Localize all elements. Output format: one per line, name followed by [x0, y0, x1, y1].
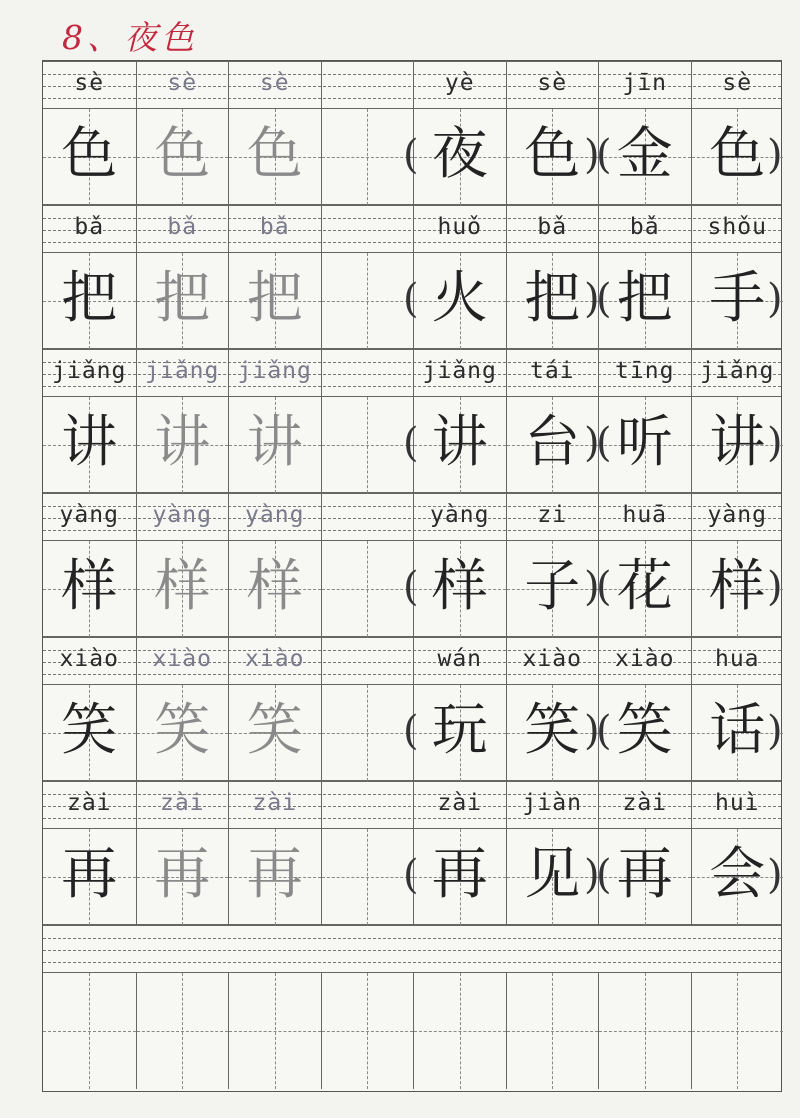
hanzi-cell	[413, 829, 506, 925]
pinyin-text: wán	[437, 646, 483, 672]
empty-pinyin-band	[43, 925, 781, 973]
pinyin-text: bǎ	[629, 214, 660, 240]
hanzi-char: 听	[616, 410, 673, 475]
pinyin-text: yàng	[430, 502, 490, 528]
pinyin-cell	[506, 350, 599, 398]
grid-guide-horizontal	[322, 877, 414, 878]
pinyin-cell	[321, 206, 414, 254]
grid-guide-horizontal	[43, 1031, 136, 1032]
pinyin-text: sè	[722, 70, 753, 96]
hanzi-char: 样	[709, 554, 766, 619]
pinyin-cell	[43, 350, 136, 398]
pinyin-text: huǒ	[437, 214, 483, 240]
pinyin-text: zi	[537, 502, 568, 528]
pinyin-cell	[691, 62, 784, 110]
pinyin-guide-line	[43, 962, 781, 963]
hanzi-char: 笑	[154, 698, 211, 763]
hanzi-cell	[136, 397, 229, 493]
grid-guide-horizontal	[322, 157, 414, 158]
hanzi-char: 讲	[61, 410, 118, 475]
hanzi-row	[43, 397, 781, 493]
hanzi-cell	[321, 685, 414, 781]
close-paren: )	[584, 420, 600, 466]
hanzi-char: 样	[61, 554, 118, 619]
hanzi-cell	[228, 829, 321, 925]
pinyin-cell	[228, 782, 321, 830]
pinyin-text: jiǎng	[700, 358, 775, 384]
hanzi-char: 再	[616, 842, 673, 907]
open-paren: (	[403, 132, 419, 178]
hanzi-char: 把	[246, 266, 303, 331]
pinyin-text: bǎ	[259, 214, 290, 240]
pinyin-cell	[228, 206, 321, 254]
pinyin-cell	[136, 638, 229, 686]
pinyin-cell	[598, 350, 691, 398]
grid-guide-horizontal	[229, 1031, 321, 1032]
pinyin-text: bǎ	[167, 214, 198, 240]
pinyin-cell	[413, 62, 506, 110]
hanzi-cell	[43, 541, 136, 637]
hanzi-char: 色	[524, 122, 581, 187]
pinyin-cell	[136, 494, 229, 542]
pinyin-cell	[43, 206, 136, 254]
close-paren: )	[767, 132, 783, 178]
empty-hanzi-row	[43, 973, 781, 1089]
grid-guide-horizontal	[137, 1031, 229, 1032]
pinyin-text: jīn	[622, 70, 668, 96]
close-paren: )	[584, 852, 600, 898]
hanzi-cell	[43, 397, 136, 493]
open-paren: (	[403, 708, 419, 754]
hanzi-char: 再	[154, 842, 211, 907]
pinyin-cell	[413, 638, 506, 686]
grid-guide-horizontal	[414, 1031, 506, 1032]
hanzi-char: 子	[524, 554, 581, 619]
grid-guide-horizontal	[599, 1031, 691, 1032]
pinyin-text: zài	[66, 790, 112, 816]
pinyin-cell	[598, 206, 691, 254]
pinyin-cell	[228, 350, 321, 398]
hanzi-row	[43, 829, 781, 925]
empty-hanzi-cell	[413, 973, 506, 1089]
empty-hanzi-cell	[228, 973, 321, 1089]
pinyin-text: sè	[167, 70, 198, 96]
hanzi-char: 会	[709, 842, 766, 907]
close-paren: )	[767, 276, 783, 322]
hanzi-char: 把	[616, 266, 673, 331]
hanzi-char: 色	[154, 122, 211, 187]
empty-hanzi-cell	[136, 973, 229, 1089]
pinyin-cell	[228, 62, 321, 110]
close-paren: )	[584, 564, 600, 610]
hanzi-char: 再	[431, 842, 488, 907]
hanzi-char: 样	[431, 554, 488, 619]
hanzi-char: 笑	[616, 698, 673, 763]
close-paren: )	[767, 564, 783, 610]
pinyin-cell	[506, 638, 599, 686]
hanzi-cell	[43, 109, 136, 205]
hanzi-char: 台	[524, 410, 581, 475]
hanzi-char: 花	[616, 554, 673, 619]
pinyin-text: tīng	[615, 358, 675, 384]
hanzi-cell	[598, 541, 691, 637]
pinyin-text: zài	[437, 790, 483, 816]
pinyin-text: yè	[444, 70, 475, 96]
pinyin-text: sè	[259, 70, 290, 96]
hanzi-char: 把	[61, 266, 118, 331]
open-paren: (	[596, 852, 612, 898]
pinyin-text: xiào	[245, 646, 305, 672]
pinyin-cell	[136, 782, 229, 830]
pinyin-cell	[136, 350, 229, 398]
pinyin-cell	[506, 494, 599, 542]
hanzi-cell	[413, 109, 506, 205]
pinyin-cell	[321, 62, 414, 110]
hanzi-cell	[598, 685, 691, 781]
pinyin-text: yàng	[245, 502, 305, 528]
pinyin-cell	[413, 494, 506, 542]
hanzi-char: 笑	[246, 698, 303, 763]
pinyin-cell	[321, 638, 414, 686]
pinyin-cell	[321, 782, 414, 830]
open-paren: (	[403, 564, 419, 610]
hanzi-cell	[228, 685, 321, 781]
grid-guide-horizontal	[322, 589, 414, 590]
open-paren: (	[596, 420, 612, 466]
pinyin-cell	[43, 494, 136, 542]
pinyin-cell	[598, 782, 691, 830]
hanzi-row	[43, 253, 781, 349]
pinyin-text: bǎ	[74, 214, 105, 240]
pinyin-band	[43, 781, 781, 829]
hanzi-cell	[43, 685, 136, 781]
pinyin-guide-line	[43, 950, 781, 951]
hanzi-cell	[321, 397, 414, 493]
hanzi-cell	[413, 541, 506, 637]
hanzi-char: 手	[709, 266, 766, 331]
pinyin-text: huā	[622, 502, 668, 528]
hanzi-char: 讲	[431, 410, 488, 475]
pinyin-cell	[691, 350, 784, 398]
hanzi-row	[43, 109, 781, 205]
pinyin-text: jiǎng	[52, 358, 127, 384]
hanzi-row	[43, 541, 781, 637]
pinyin-band	[43, 349, 781, 397]
close-paren: )	[767, 420, 783, 466]
practice-sheet	[42, 60, 782, 1092]
grid-guide-horizontal	[322, 1031, 414, 1032]
hanzi-cell	[598, 829, 691, 925]
pinyin-cell	[413, 350, 506, 398]
close-paren: )	[584, 132, 600, 178]
pinyin-text: huì	[714, 790, 760, 816]
pinyin-text: xiào	[522, 646, 582, 672]
hanzi-cell	[43, 829, 136, 925]
pinyin-cell	[43, 782, 136, 830]
empty-hanzi-cell	[506, 973, 599, 1089]
pinyin-text: jiǎng	[237, 358, 312, 384]
hanzi-row	[43, 685, 781, 781]
hanzi-char: 把	[524, 266, 581, 331]
hanzi-char: 笑	[524, 698, 581, 763]
pinyin-text: xiào	[615, 646, 675, 672]
hanzi-char: 笑	[61, 698, 118, 763]
hanzi-char: 样	[246, 554, 303, 619]
hanzi-cell	[43, 253, 136, 349]
hanzi-cell	[228, 397, 321, 493]
pinyin-band	[43, 61, 781, 109]
hanzi-char: 再	[246, 842, 303, 907]
hanzi-char: 话	[709, 698, 766, 763]
open-paren: (	[403, 420, 419, 466]
hanzi-char: 色	[246, 122, 303, 187]
pinyin-cell	[691, 494, 784, 542]
pinyin-text: yàng	[152, 502, 212, 528]
open-paren: (	[596, 564, 612, 610]
hanzi-cell	[136, 541, 229, 637]
open-paren: (	[403, 276, 419, 322]
hanzi-cell	[136, 109, 229, 205]
pinyin-band	[43, 493, 781, 541]
hanzi-cell	[136, 685, 229, 781]
pinyin-text: jiǎng	[422, 358, 497, 384]
hanzi-char: 见	[524, 842, 581, 907]
close-paren: )	[584, 708, 600, 754]
hanzi-char: 色	[61, 122, 118, 187]
pinyin-cell	[598, 638, 691, 686]
pinyin-cell	[413, 782, 506, 830]
pinyin-text: zài	[159, 790, 205, 816]
pinyin-cell	[43, 638, 136, 686]
close-paren: )	[767, 852, 783, 898]
pinyin-cell	[598, 494, 691, 542]
pinyin-text: yàng	[59, 502, 119, 528]
pinyin-text: xiào	[152, 646, 212, 672]
hanzi-cell	[598, 109, 691, 205]
empty-hanzi-cell	[691, 973, 784, 1089]
hanzi-char: 讲	[154, 410, 211, 475]
pinyin-cell	[228, 494, 321, 542]
pinyin-cell	[321, 494, 414, 542]
pinyin-cell	[43, 62, 136, 110]
hanzi-cell	[228, 109, 321, 205]
pinyin-cell	[691, 638, 784, 686]
pinyin-cell	[691, 782, 784, 830]
pinyin-cell	[413, 206, 506, 254]
pinyin-text: jiǎng	[145, 358, 220, 384]
hanzi-char: 夜	[431, 122, 488, 187]
pinyin-cell	[136, 62, 229, 110]
pinyin-cell	[506, 782, 599, 830]
hanzi-cell	[413, 397, 506, 493]
grid-guide-horizontal	[692, 1031, 784, 1032]
pinyin-text: sè	[74, 70, 105, 96]
pinyin-text: xiào	[59, 646, 119, 672]
pinyin-text: jiàn	[522, 790, 582, 816]
hanzi-cell	[598, 253, 691, 349]
hanzi-char: 金	[616, 122, 673, 187]
pinyin-text: tái	[529, 358, 575, 384]
hanzi-cell	[321, 253, 414, 349]
grid-guide-horizontal	[322, 301, 414, 302]
open-paren: (	[596, 276, 612, 322]
pinyin-cell	[228, 638, 321, 686]
hanzi-char: 火	[431, 266, 488, 331]
hanzi-char: 样	[154, 554, 211, 619]
pinyin-text: shǒu	[707, 214, 767, 240]
hanzi-cell	[413, 253, 506, 349]
pinyin-text: hua	[714, 646, 760, 672]
hanzi-char: 讲	[246, 410, 303, 475]
hanzi-cell	[321, 829, 414, 925]
hanzi-cell	[228, 541, 321, 637]
pinyin-text: zài	[622, 790, 668, 816]
pinyin-text: sè	[537, 70, 568, 96]
lesson-title: 8、夜色	[62, 18, 198, 57]
pinyin-band	[43, 637, 781, 685]
pinyin-band	[43, 205, 781, 253]
open-paren: (	[596, 708, 612, 754]
pinyin-cell	[506, 62, 599, 110]
hanzi-cell	[321, 541, 414, 637]
hanzi-char: 把	[154, 266, 211, 331]
pinyin-text: yàng	[707, 502, 767, 528]
hanzi-char: 色	[709, 122, 766, 187]
grid-guide-horizontal	[322, 445, 414, 446]
pinyin-cell	[321, 350, 414, 398]
hanzi-char: 讲	[709, 410, 766, 475]
hanzi-cell	[228, 253, 321, 349]
grid-guide-horizontal	[507, 1031, 599, 1032]
empty-hanzi-cell	[43, 973, 136, 1089]
pinyin-text: zài	[252, 790, 298, 816]
open-paren: (	[596, 132, 612, 178]
hanzi-cell	[598, 397, 691, 493]
pinyin-guide-line	[43, 938, 781, 939]
hanzi-char: 玩	[431, 698, 488, 763]
empty-hanzi-cell	[321, 973, 414, 1089]
hanzi-char: 再	[61, 842, 118, 907]
hanzi-cell	[321, 109, 414, 205]
hanzi-cell	[413, 685, 506, 781]
hanzi-cell	[136, 829, 229, 925]
pinyin-cell	[691, 206, 784, 254]
grid-guide-horizontal	[322, 733, 414, 734]
pinyin-cell	[598, 62, 691, 110]
pinyin-text: bǎ	[537, 214, 568, 240]
hanzi-cell	[136, 253, 229, 349]
close-paren: )	[584, 276, 600, 322]
empty-hanzi-cell	[598, 973, 691, 1089]
open-paren: (	[403, 852, 419, 898]
pinyin-cell	[136, 206, 229, 254]
pinyin-cell	[506, 206, 599, 254]
close-paren: )	[767, 708, 783, 754]
